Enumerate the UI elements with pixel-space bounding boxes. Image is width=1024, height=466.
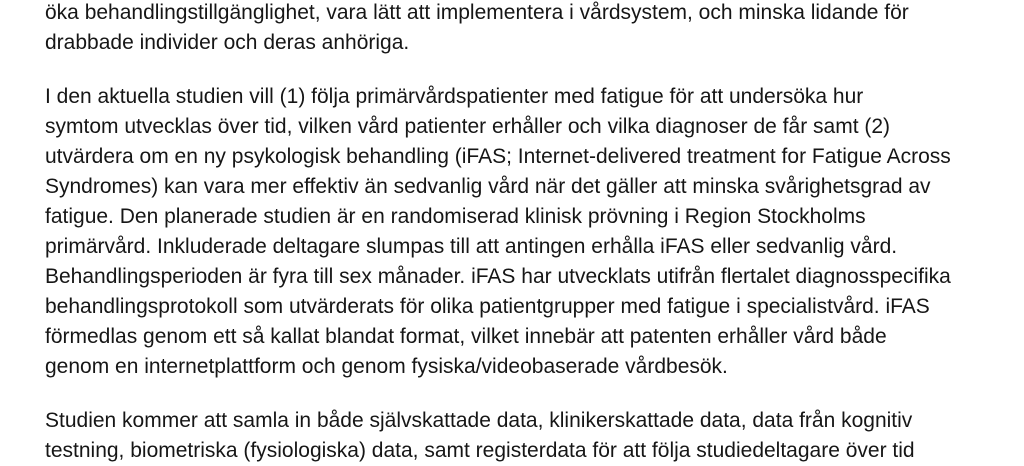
paragraph-gap [45,382,1005,406]
text-line: förmedlas genom ett så kallat blandat format, vilket innebär att patenten erhåller vård både [45,325,887,348]
text-line: Studien kommer att samla in både självskattade data, klinikerskattade data, data från kognitiv [45,409,913,432]
text-line: Behandlingsperioden är fyra till sex månader. iFAS har utvecklats utifrån flertalet diagnosspecifika [45,265,951,288]
text-line: primärvård. Inkluderade deltagare slumpas till att antingen erhålla iFAS eller sedvanlig vård. [45,235,898,258]
text-line: drabbade individer och deras anhöriga. [45,31,410,54]
paragraph-gap [45,58,1005,82]
paragraph-study-description [45,82,1005,382]
text-line: fatigue. Den planerade studien är en randomiserad klinisk prövning i Region Stockholms [45,205,866,228]
text-line: utvärdera om en ny psykologisk behandling (iFAS; Internet-delivered treatment for Fatigue Across [45,145,951,168]
paragraph-data-collection [45,406,1005,466]
text-line: testning, biometriska (fysiologiska) data, samt registerdata för att följa studiedeltagare över tid [45,439,915,462]
text-line: I den aktuella studien vill (1) följa primärvårdspatienter med fatigue för att undersöka hur [45,85,864,108]
text-line: öka behandlingstillgänglighet, vara lätt att implementera i vårdsystem, och minska lidande för [45,1,909,24]
paragraph-intro-continuation [45,0,1005,58]
text-line: behandlingsprotokoll som utvärderats för olika patientgrupper med fatigue i specialistvård. iFAS [45,295,930,318]
document-page [45,0,1005,466]
text-line: symtom utvecklas över tid, vilken vård patienter erhåller och vilka diagnoser de får samt (2) [45,115,891,138]
text-line: Syndromes) kan vara mer effektiv än sedvanlig vård när det gäller att minska svårighetsgrad av [45,175,931,198]
text-line: genom en internetplattform och genom fysiska/videobaserade vårdbesök. [45,355,728,378]
